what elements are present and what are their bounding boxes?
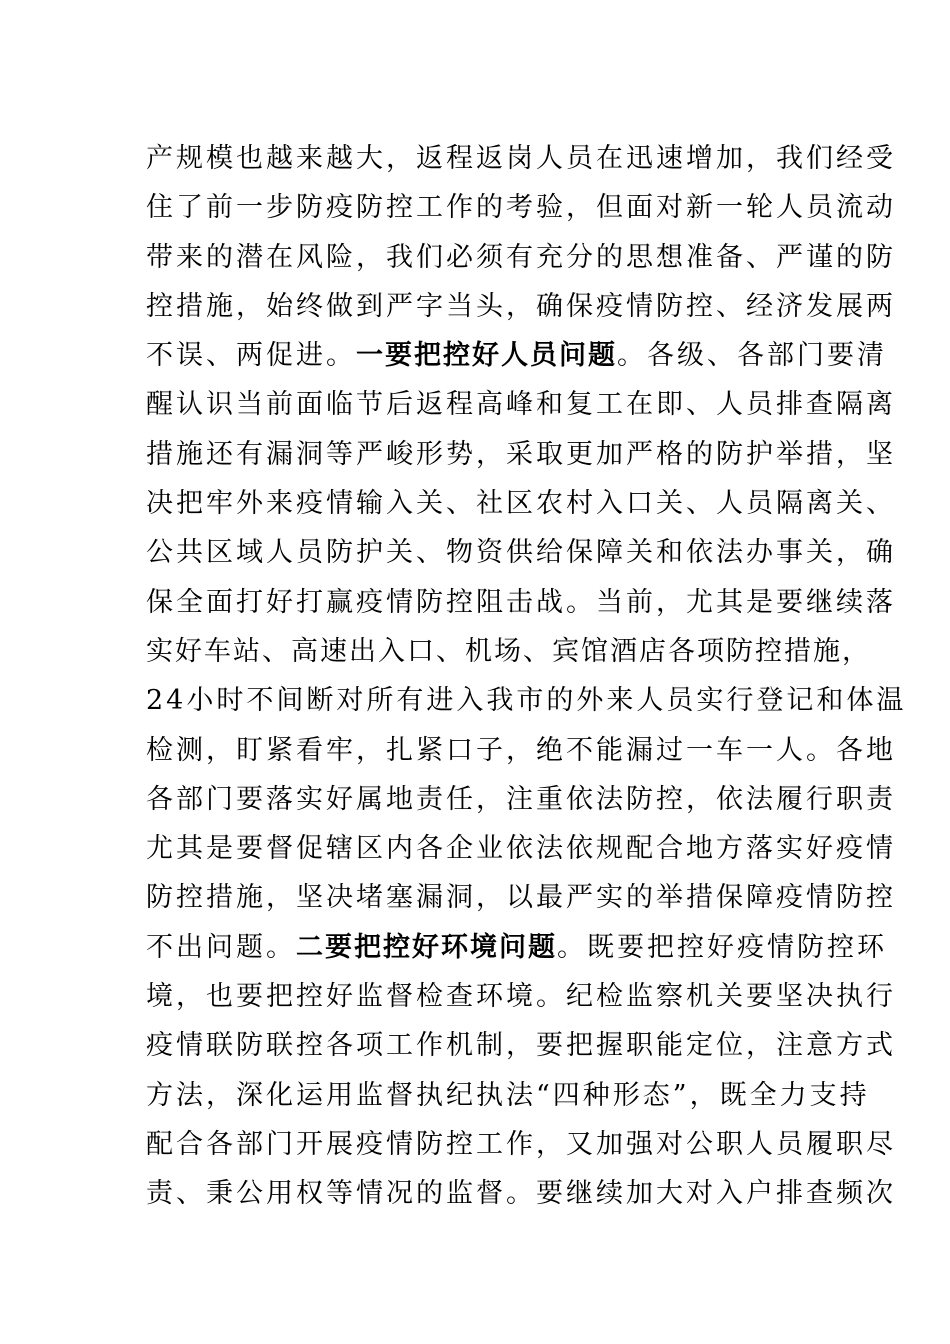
text-run: 防控措施，坚决堵塞漏洞，以最严实的举措保障疫情防控 — [146, 882, 896, 914]
text-run: 。各级、各部门要清 — [617, 340, 887, 372]
text-line — [146, 528, 896, 577]
text-run: 带来的潜在风险，我们必须有充分的思想准备、严谨的防 — [146, 241, 896, 273]
text-run: 决把牢外来疫情输入关、社区农村入口关、人员隔离关、 — [146, 488, 896, 520]
text-run: 住了前一步防疫防控工作的考验，但面对新一轮人员流动 — [146, 192, 896, 224]
text-run: 保全面打好打赢疫情防控阻击战。当前，尤其是要继续落 — [146, 586, 896, 618]
text-line — [146, 1169, 896, 1218]
bold-heading-phrase: 一要把控好人员问题 — [356, 340, 617, 372]
text-run: 醒认识当前面临节后返程高峰和复工在即、人员排查隔离 — [146, 389, 896, 421]
text-line — [146, 331, 887, 380]
text-run: 疫情联防联控各项工作机制，要把握职能定位，注意方式 — [146, 1030, 896, 1062]
text-run: 方法，深化运用监督执纪执法“四种形态”，既全力支持 — [146, 1079, 870, 1111]
text-run: 产规模也越来越大，返程返岗人员在迅速增加，我们经受 — [146, 143, 896, 174]
text-line — [146, 775, 896, 824]
text-line — [146, 972, 896, 1021]
text-run: 控措施，始终做到严字当头，确保疫情防控、经济发展两 — [146, 290, 896, 322]
text-run: 尤其是要督促辖区内各企业依法依规配合地方落实好疫情 — [146, 833, 896, 865]
text-line — [146, 1071, 870, 1120]
text-run: 配合各部门开展疫情防控工作，又加强对公职人员履职尽 — [146, 1128, 896, 1160]
text-line — [146, 1120, 896, 1169]
text-run: 责、秉公用权等情况的监督。要继续加大对入户排查频次 — [146, 1178, 896, 1210]
text-run: 检测，盯紧看牢，扎紧口子，绝不能漏过一车一人。各地 — [146, 734, 896, 766]
text-run: 公共区域人员防护关、物资供给保障关和依法办事关，确 — [146, 537, 896, 569]
text-line — [146, 676, 907, 725]
text-run: 不误、两促进。 — [146, 340, 356, 372]
text-line — [146, 923, 887, 972]
text-line — [146, 479, 896, 528]
text-line — [146, 578, 896, 627]
text-run: 不出问题。 — [146, 931, 296, 963]
text-line — [146, 627, 871, 676]
bold-heading-phrase: 二要把控好环境问题 — [296, 931, 557, 963]
text-line — [146, 233, 896, 282]
text-line — [146, 1021, 896, 1070]
text-line — [146, 380, 896, 429]
text-run: 实好车站、高速出入口、机场、宾馆酒店各项防控措施， — [146, 635, 871, 667]
text-line — [146, 824, 896, 873]
text-run: 各部门要落实好属地责任，注重依法防控，依法履行职责 — [146, 783, 896, 815]
text-line — [146, 873, 896, 922]
text-line — [146, 282, 896, 331]
text-line — [146, 134, 896, 183]
text-line — [146, 726, 896, 775]
text-run: 24小时不间断对所有进入我市的外来人员实行登记和体温 — [146, 685, 907, 717]
text-run: 措施还有漏洞等严峻形势，采取更加严格的防护举措，坚 — [146, 438, 896, 470]
text-line — [146, 430, 896, 479]
text-line — [146, 183, 896, 232]
text-run: 。既要把控好疫情防控环 — [557, 931, 887, 963]
body-text — [146, 134, 907, 1219]
text-run: 境，也要把控好监督检查环境。纪检监察机关要坚决执行 — [146, 981, 896, 1013]
